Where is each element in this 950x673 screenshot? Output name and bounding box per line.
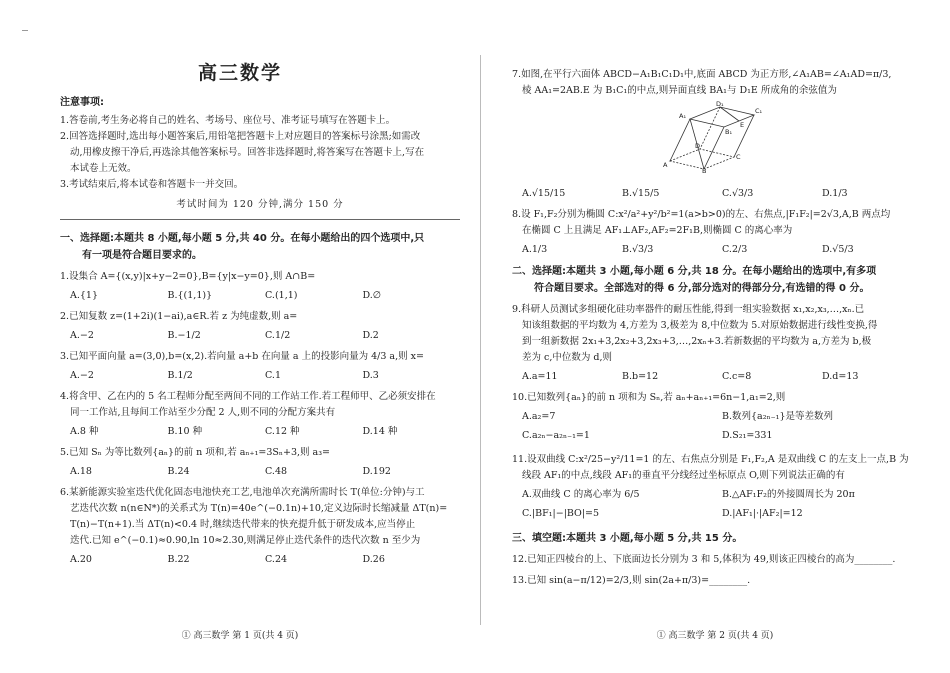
label-b1: B₁ <box>725 128 733 136</box>
option-c: C.√3/3 <box>722 188 754 199</box>
options <box>512 186 922 202</box>
question-1: 1.设集合 A={(x,y)|x+y−2=0},B={y|x−y=0},则 A∩B= A.{1} B.{(1,1)} C.(1,1) D.∅ <box>60 269 460 304</box>
option-b: B.10 种 <box>167 426 203 437</box>
right-page <box>480 0 950 673</box>
option-b: B.数列{a₂ₙ₋₁}是等差数列 <box>722 411 833 422</box>
option-d: D.1/3 <box>822 188 848 199</box>
notice-item: 本试卷上无效。 <box>70 163 137 174</box>
option-a: A.1/3 <box>522 244 548 255</box>
option-c: C.48 <box>265 466 288 477</box>
question-7: 7.如图,在平行六面体 ABCD−A₁B₁C₁D₁中,底面 ABCD 为正方形,∠A₁AB=∠A₁AD=π/3, 棱 AA₁=2AB.E 为 B₁C₁的中点,则异面直线 BA₁与 D₁E 所成角的余弦值为 D₁ C₁ A₁ B₁ E D C A B A.√15/15 B.√15/5 C.√3/3 D.1/3 <box>512 67 922 202</box>
question-12: 12.已知正四棱台的上、下底面边长分别为 3 和 5,体积为 49,则该正四棱台的高为________. <box>512 554 896 565</box>
exam-title: 高三数学 <box>197 62 282 84</box>
label-c1: C₁ <box>755 107 763 115</box>
option-b: B.b=12 <box>622 371 659 382</box>
option-b: B.√15/5 <box>622 188 660 199</box>
option-b: B.22 <box>167 554 190 565</box>
option-b: B.√3/3 <box>622 244 654 255</box>
options <box>512 242 922 258</box>
option-c: C.2/3 <box>722 244 748 255</box>
question-8: 8.设 F₁,F₂分别为椭圆 C:x²/a²+y²/b²=1(a>b>0)的左、右焦点,|F₁F₂|=2√3,A,B 两点均 在椭圆 C 上且满足 AF₁⊥AF₂,AF₂=2F₁B,则椭圆 C 的离心率为 A.1/3 B.√3/3 C.2/3 D.√5/3 <box>512 207 922 258</box>
question-11: 11.设双曲线 C:x²/25−y²/11=1 的左、右焦点分别是 F₁,F₂,A 是双曲线 C 的左支上一点,B 为 线段 AF₁的中点,线段 AF₁的垂直平分线经过坐标原点 O,则下列说法正确的有 A.双曲线 C 的离心率为 6/5 B.△AF₁F₂的外接圆周长为 20π C.|BF₁|−|BO|=5 D.|AF₁|·|AF₂|=12 <box>512 452 922 525</box>
option-c: C.|BF₁|−|BO|=5 <box>522 508 600 519</box>
options <box>60 328 460 344</box>
option-d: D.26 <box>362 554 385 565</box>
option-c: C.1 <box>265 370 281 381</box>
option-b: B.24 <box>167 466 190 477</box>
option-d: D.14 种 <box>362 426 398 437</box>
option-a: A.√15/15 <box>522 188 566 199</box>
section-3-header: 三、填空题:本题共 3 小题,每小题 5 分,共 15 分。 <box>512 533 743 544</box>
option-d: D.√5/3 <box>822 244 854 255</box>
option-c: C.a₂ₙ−a₂ₙ₋₁=1 <box>522 430 590 441</box>
page-footer: ① 高三数学 第 2 页(共 4 页) <box>656 631 774 641</box>
option-d: D.∅ <box>362 290 382 301</box>
options <box>60 464 460 480</box>
section-1-header: 一、选择题:本题共 8 小题,每小题 5 分,共 40 分。在每小题给出的四个选项中,只 有一项是符合题目要求的。 <box>60 233 425 261</box>
option-c: C.(1,1) <box>265 290 298 301</box>
options <box>60 288 460 304</box>
option-a: A.20 <box>70 554 92 565</box>
label-a1: A₁ <box>679 112 687 120</box>
notice-item: 3.考试结束后,将本试卷和答题卡一并交回。 <box>60 179 244 190</box>
option-b: B.{(1,1)} <box>167 290 213 301</box>
option-c: C.24 <box>265 554 288 565</box>
question-6: 6.某新能源实验室迭代优化固态电池快充工艺,电池单次充满所需时长 T(单位:分钟)与工 艺迭代次数 n(n∈N*)的关系式为 T(n)=40e^(−0.1n)+10,定义边际时长缩减量 ΔT(n)= T(n)−T(n+1).当 ΔT(n)<0.4 时,继续迭代带来的快充提升低于研发成本,应当停止 迭代.已知 e^(−0.1)≈0.90,ln 10≈2.30,则满足停止迭代条件的迭代次数 n 至少为 A.20 B.22 C.24 D.26 <box>60 485 460 568</box>
question-13: 13.已知 sin(a−π/12)=2/3,则 sin(2a+π/3)=________. <box>512 575 751 586</box>
option-b: B.−1/2 <box>167 330 201 341</box>
notice-item: 1.答卷前,考生务必将自己的姓名、考场号、座位号、准考证号填写在答题卡上。 <box>60 115 396 126</box>
option-a: A.−2 <box>70 330 94 341</box>
right-content <box>512 62 922 589</box>
section-rule <box>60 219 460 220</box>
option-c: C.c=8 <box>722 371 752 382</box>
label-d: D <box>695 142 701 150</box>
question-2: 2.已知复数 z=(1+2i)(1−ai),a∈R.若 z 为纯虚数,则 a= A.−2 B.−1/2 C.1/2 D.2 <box>60 309 460 344</box>
options <box>512 369 922 385</box>
option-d: D.3 <box>362 370 379 381</box>
question-9: 9.科研人员测试多组硬化硅功率器件的耐压性能,得到一组实验数据 x₁,x₂,x₃,…,xₙ.已 知该组数据的平均数为 4,方差为 3,极差为 8,中位数为 5.对原始数据进行线性变换,得 到一组新数据 2x₁+3,2x₂+3,2x₃+3,…,2xₙ+3.若新数据的平均数为 a,方差为 b,极 差为 c,中位数为 d,则 A.a=11 B.b=12 C.c=8 D.d=13 <box>512 302 922 385</box>
option-a: A.a=11 <box>522 371 558 382</box>
time-score-line: 考试时间为 120 分钟,满分 150 分 <box>176 199 344 210</box>
question-3: 3.已知平面向量 a=(3,0),b=(x,2).若向量 a+b 在向量 a 上的投影向量为 4/3 a,则 x= A.−2 B.1/2 C.1 D.3 <box>60 349 460 384</box>
options <box>60 552 460 568</box>
option-a: A.18 <box>70 466 92 477</box>
option-d: D.S₂₁=331 <box>722 430 773 441</box>
option-a: A.双曲线 C 的离心率为 6/5 <box>522 489 640 500</box>
option-a: A.{1} <box>70 290 99 301</box>
label-e: E <box>740 121 745 129</box>
label-a: A <box>663 161 668 169</box>
question-10: 10.已知数列{aₙ}的前 n 项和为 Sₙ,若 aₙ+aₙ₊₁=6n−1,a₁=2,则 A.a₂=7 B.数列{a₂ₙ₋₁}是等差数列 C.a₂ₙ−a₂ₙ₋₁=1 D.S₂₁=331 <box>512 390 922 447</box>
notice-item: 动,用橡皮擦干净后,再选涂其他答案标号。回答非选择题时,将答案写在答题卡上,写在 <box>70 147 425 158</box>
options <box>512 409 922 447</box>
options <box>60 424 460 440</box>
option-b: B.1/2 <box>167 370 193 381</box>
option-d: D.|AF₁|·|AF₂|=12 <box>722 508 803 519</box>
option-c: C.12 种 <box>265 426 300 437</box>
section-2-header: 二、选择题:本题共 3 小题,每小题 6 分,共 18 分。在每小题给出的选项中,有多项 符合题目要求。全部选对的得 6 分,部分选对的得部分分,有选错的得 0 分。 <box>512 266 877 294</box>
options <box>60 368 460 384</box>
notice-item: 2.回答选择题时,选出每小题答案后,用铅笔把答题卡上对应题目的答案标号涂黑;如需改 <box>60 131 421 142</box>
parallelepiped-figure <box>662 101 772 173</box>
option-a: A.8 种 <box>70 426 99 437</box>
option-d: D.d=13 <box>822 371 859 382</box>
option-c: C.1/2 <box>265 330 291 341</box>
page-footer: ① 高三数学 第 1 页(共 4 页) <box>181 631 299 641</box>
label-d1: D₁ <box>716 101 724 108</box>
question-5: 5.已知 Sₙ 为等比数列{aₙ}的前 n 项和,若 aₙ₊₁=3Sₙ+3,则 a₃= A.18 B.24 C.48 D.192 <box>60 445 460 480</box>
left-content <box>60 95 460 573</box>
option-d: D.2 <box>362 330 379 341</box>
options <box>512 487 922 525</box>
notice-header: 注意事项: <box>60 97 104 108</box>
option-a: A.−2 <box>70 370 94 381</box>
option-b: B.△AF₁F₂的外接圆周长为 20π <box>722 489 855 500</box>
label-b: B <box>702 167 707 173</box>
option-d: D.192 <box>362 466 391 477</box>
label-c: C <box>736 153 741 161</box>
question-4: 4.将含甲、乙在内的 5 名工程师分配至两间不同的工作站工作.若工程师甲、乙必须安排在 同一工作站,且每间工作站至少分配 2 人,则不同的分配方案共有 A.8 种 B.10 种 C.12 种 D.14 种 <box>60 389 460 440</box>
option-a: A.a₂=7 <box>522 411 556 422</box>
